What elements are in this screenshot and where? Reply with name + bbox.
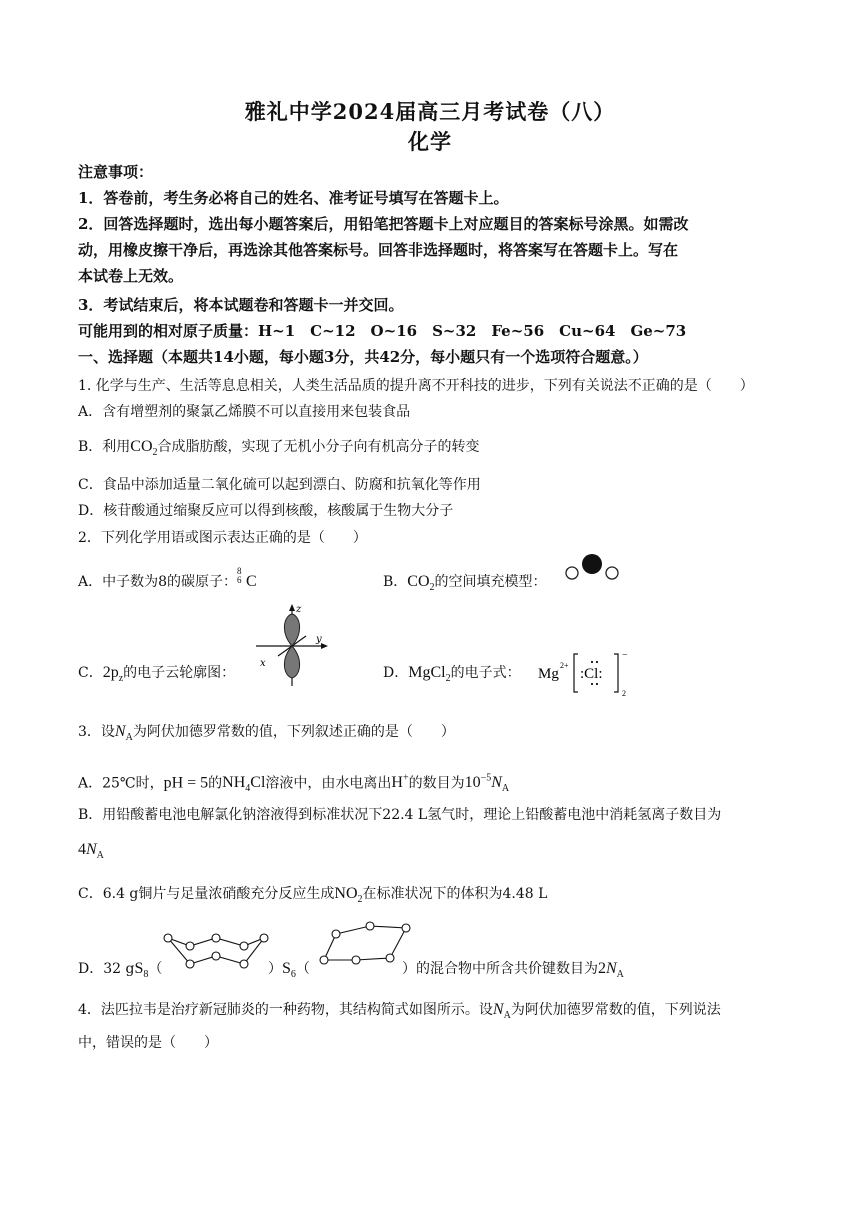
- svg-text:2+: 2+: [560, 661, 569, 670]
- co2-space-filling-model: [560, 553, 624, 581]
- note-2-cont: 动，用橡皮擦干净后，再选涂其他答案标号。回答非选择题时，将答案写在答题卡上。写在: [78, 241, 679, 259]
- q4-stem-cont: 中，错误的是（ ）: [78, 1035, 218, 1051]
- subject-title: 化学: [408, 129, 452, 154]
- q1-option-d: D．核苷酸通过缩聚反应可以得到核酸，核酸属于生物大分子: [78, 503, 454, 519]
- q1-stem: 1. 化学与生产、生活等息息相关，人类生活品质的提升离不开科技的进步，下列有关说法不正确的是（ ）: [78, 378, 754, 394]
- svg-text::Cl:: :Cl:: [580, 666, 603, 682]
- atomic-masses: 可能用到的相对原子质量：H~1 C~12 O~16 S~32 Fe~56 Cu~64 Ge~73: [78, 322, 687, 340]
- note-2: 2．回答选择题时，选出每小题答案后，用铅笔把答题卡上对应题目的答案标号涂黑。如需改: [78, 215, 689, 233]
- notes-heading: 注意事项：: [78, 163, 154, 181]
- q2-stem: 2．下列化学用语或图示表达正确的是（ ）: [78, 530, 367, 546]
- svg-text:2: 2: [622, 689, 626, 698]
- section-heading: 一、选择题（本题共14小题，每小题3分，共42分，每小题只有一个选项符合题意。）: [78, 348, 648, 366]
- note-1: 1．答卷前，考生务必将自己的姓名、准考证号填写在答题卡上。: [78, 189, 509, 207]
- q3-option-a: A．25℃时，pH = 5的$NH_4Cl$溶液中，由水电离出H+的数目为$10^{-5}N_A$: [78, 773, 510, 795]
- q3-stem: 3．设$N_A$为阿伏加德罗常数的值，下列叙述正确的是（ ）: [78, 723, 455, 744]
- mgcl2-electron-formula: [536, 648, 632, 700]
- q1-option-b: B．利用$CO_2$合成脂肪酸，实现了无机小分子向有机高分子的转变: [78, 438, 480, 459]
- s8-ring-structure: [160, 930, 272, 972]
- q2-option-c: C．$2p_z$的电子云轮廓图：: [78, 664, 236, 685]
- q3-option-d: D．32 $gS_8$（: [78, 960, 163, 981]
- q2-option-b: B．$CO_2$的空间填充模型：: [383, 573, 547, 594]
- q4-stem: 4．法匹拉韦是治疗新冠肺炎的一种药物，其结构简式如图所示。设$N_A$为阿伏加德罗常数的值，下列说法: [78, 1001, 721, 1022]
- q2-option-a: A．中子数为8的碳原子： 8 6 C: [78, 566, 257, 590]
- note-3: 3．考试结束后，将本试题卷和答题卡一并交回。: [78, 296, 404, 314]
- q3-option-d-end: ）的混合物中所含共价键数目为$2N_A$: [402, 960, 624, 981]
- q3-option-b-value: $4N_A$: [78, 841, 104, 862]
- exam-title: 雅礼中学2024届高三月考试卷（八）: [244, 99, 616, 124]
- q2-option-d: D．MgCl$_2$的电子式：: [383, 664, 521, 685]
- q3-option-c: C．6.4 g铜片与足量浓硝酸充分反应生成$NO_2$在标准状况下的体积为4.48 L: [78, 885, 548, 906]
- q3-option-d-s6: ）$S_6$（: [268, 960, 310, 981]
- q3-option-b: B．用铅酸蓄电池电解氯化钠溶液得到标准状况下22.4 L氢气时，理论上铅酸蓄电池中消耗氢离子数目为: [78, 807, 722, 823]
- svg-text:x: x: [260, 658, 266, 669]
- note-2-end: 本试卷上无效。: [78, 267, 184, 285]
- svg-text:Mg: Mg: [538, 666, 559, 682]
- s6-ring-structure: [314, 920, 414, 968]
- svg-text:−: −: [622, 650, 628, 661]
- svg-text:y: y: [316, 634, 322, 645]
- q1-option-c: C．食品中添加适量二氧化硫可以起到漂白、防腐和抗氧化等作用: [78, 477, 481, 493]
- 2pz-electron-cloud-diagram: [254, 602, 330, 688]
- q1-option-a: A．含有增塑剂的聚氯乙烯膜不可以直接用来包装食品: [78, 404, 411, 420]
- svg-text:z: z: [296, 604, 302, 615]
